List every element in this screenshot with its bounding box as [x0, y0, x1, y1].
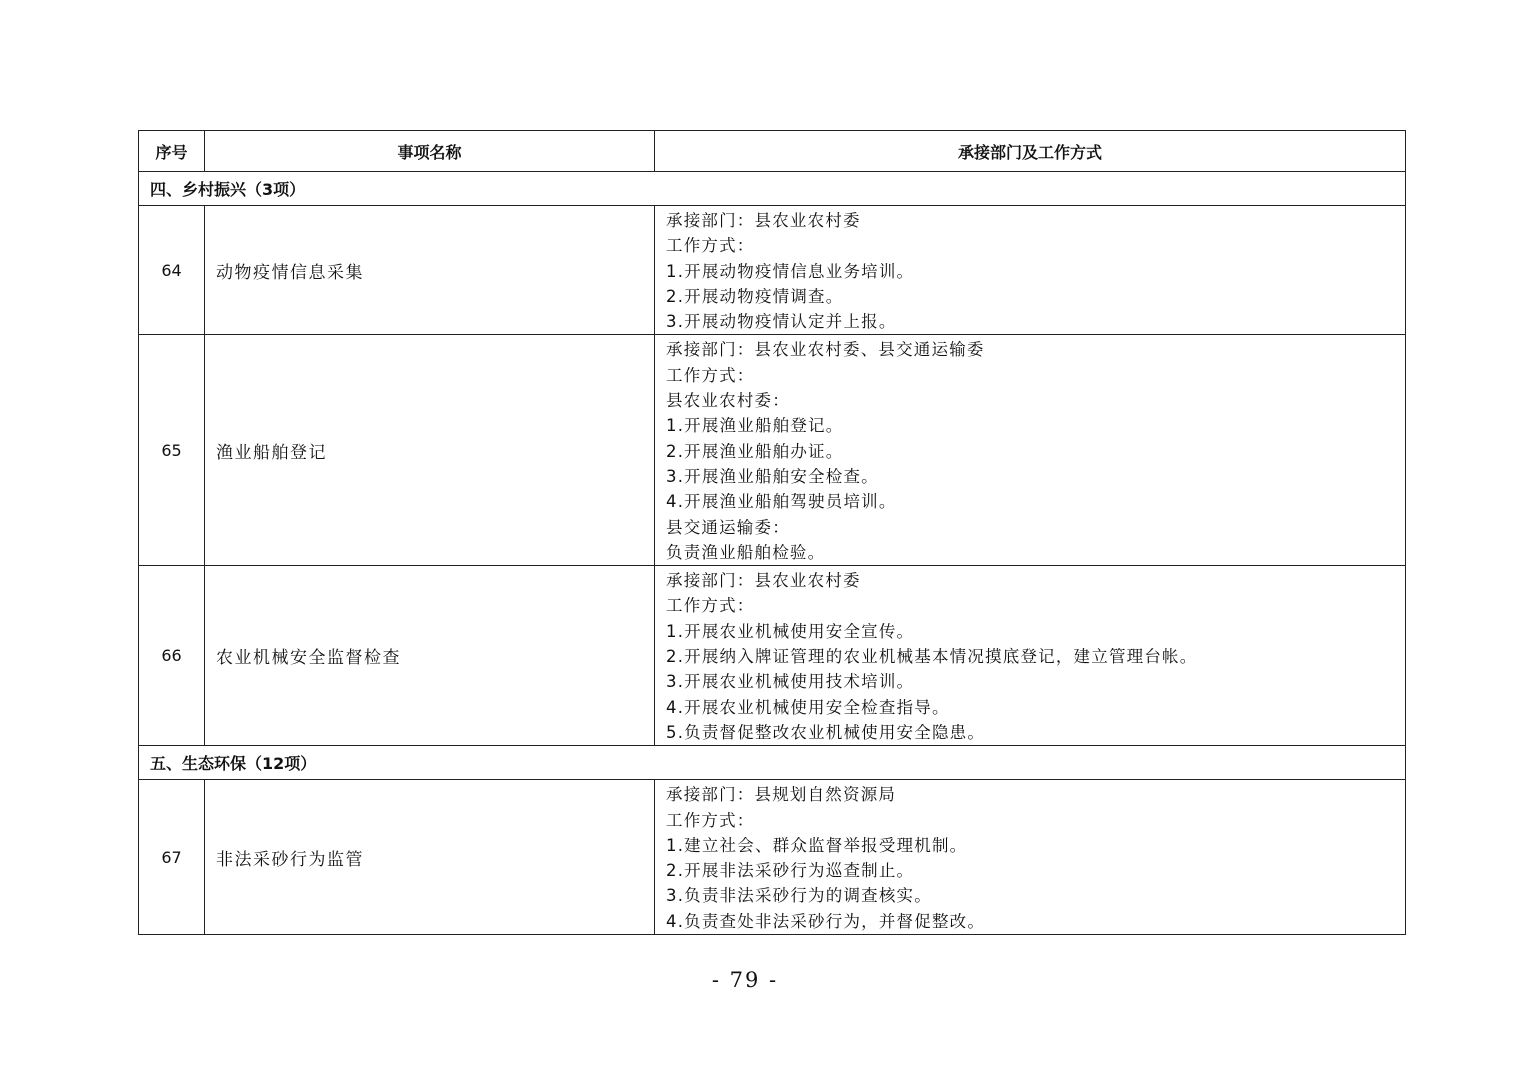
text-line: 工作方式：	[666, 810, 755, 830]
text-line: 承接部门：县农业农村委、县交通运输委	[666, 340, 985, 360]
text-line: 1.开展渔业船舶登记。	[666, 416, 844, 436]
header-row	[139, 131, 1406, 172]
section-title: 四、乡村振兴（3项）	[139, 172, 1406, 206]
section-row	[139, 746, 1406, 780]
text-line: 2.开展非法采砂行为巡查制止。	[666, 861, 915, 881]
table-row	[139, 566, 1406, 746]
text-line: 承接部门：县规划自然资源局	[666, 785, 897, 805]
row-number: 67	[139, 780, 205, 935]
section-title: 五、生态环保（12项）	[139, 746, 1406, 780]
text-line: 承接部门：县农业农村委	[666, 211, 861, 230]
header-no: 序号	[139, 131, 205, 172]
matter-name: 动物疫情信息采集	[205, 206, 655, 335]
text-line: 县交通运输委：	[666, 517, 790, 537]
page-number: - 79 -	[711, 968, 779, 992]
dept-method-cell	[655, 566, 1406, 746]
matter-name: 非法采砂行为监管	[205, 780, 655, 935]
row-number: 64	[139, 206, 205, 335]
text-line: 1.建立社会、群众监督举报受理机制。	[666, 835, 968, 855]
table-row	[139, 780, 1406, 935]
row-number: 66	[139, 566, 205, 746]
text-line: 4.开展农业机械使用安全检查指导。	[666, 697, 950, 717]
text-line: 3.负责非法采砂行为的调查核实。	[666, 886, 932, 906]
text-line: 工作方式：	[666, 365, 755, 385]
text-line: 承接部门：县农业农村委	[666, 571, 861, 591]
header-name: 事项名称	[205, 131, 655, 172]
dept-method-cell	[655, 335, 1406, 566]
text-line: 3.开展渔业船舶安全检查。	[666, 466, 879, 486]
text-line: 3.开展农业机械使用技术培训。	[666, 672, 915, 692]
text-line: 负责渔业船舶检验。	[666, 542, 826, 562]
text-line: 4.开展渔业船舶驾驶员培训。	[666, 492, 897, 512]
text-line: 2.开展渔业船舶办证。	[666, 441, 844, 461]
dept-method-cell	[655, 780, 1406, 935]
row-number: 65	[139, 335, 205, 566]
text-line: 工作方式：	[666, 236, 755, 256]
section-row	[139, 172, 1406, 206]
text-line: 5.负责督促整改农业机械使用安全隐患。	[666, 722, 986, 742]
text-line: 1.开展动物疫情信息业务培训。	[666, 261, 915, 281]
dept-method-cell	[655, 206, 1406, 335]
header-dept: 承接部门及工作方式	[655, 131, 1406, 172]
text-line: 2.开展纳入牌证管理的农业机械基本情况摸底登记，建立管理台帐。	[666, 647, 1198, 667]
matters-table	[138, 130, 1406, 935]
text-line: 1.开展农业机械使用安全宣传。	[666, 621, 915, 641]
text-line: 2.开展动物疫情调查。	[666, 286, 844, 306]
text-line: 4.负责查处非法采砂行为，并督促整改。	[666, 911, 986, 931]
text-line: 3.开展动物疫情认定并上报。	[666, 312, 897, 332]
text-line: 县农业农村委：	[666, 391, 790, 411]
matter-name: 渔业船舶登记	[205, 335, 655, 566]
matter-name: 农业机械安全监督检查	[205, 566, 655, 746]
text-line: 工作方式：	[666, 596, 755, 616]
table-row	[139, 206, 1406, 335]
table-row	[139, 335, 1406, 566]
